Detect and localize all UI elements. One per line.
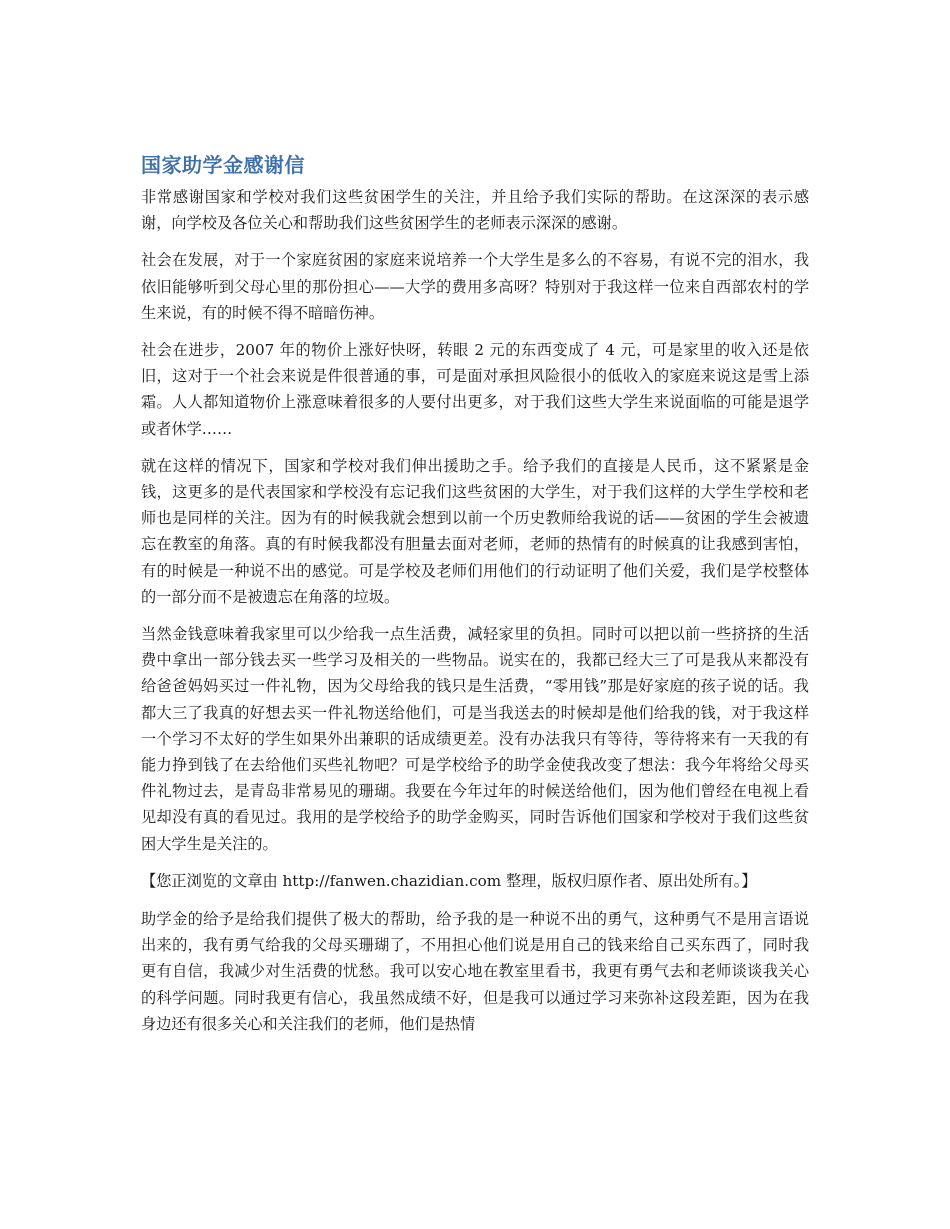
paragraph-4: 就在这样的情况下，国家和学校对我们伸出援助之手。给予我们的直接是人民币，这不紧紧是金钱，这更多的是代表国家和学校没有忘记我们这些贫困的大学生，对于我们这样的大学生学校和老师也是同样的关注。因为有的时候我就会想到以前一个历史教师给我说的话——贫困的学生会被遗忘在教室的角落。真的有时候我都没有胆量去面对老师，老师的热情有的时候真的让我感到害怕，有的时候是一种说不出的感觉。可是学校及老师们用他们的行动证明了他们关爱，我们是学校整体的一部分而不是被遗忘在角落的垃圾。 bbox=[141, 456, 809, 606]
paragraph-3: 社会在进步，2007 年的物价上涨好快呀，转眼 2 元的东西变成了 4 元，可是家里的收入还是依旧，这对于一个社会来说是件很普通的事，可是面对承担风险很小的低收入的家庭来说这是雪上添霜。人人都知道物价上涨意味着很多的人要付出更多，对于我们这些大学生来说面临的可能是退学或者休学…… bbox=[141, 341, 809, 438]
paragraph-2: 社会在发展，对于一个家庭贫困的家庭来说培养一个大学生是多么的不容易，有说不完的泪水，我依旧能够听到父母心里的那份担心——大学的费用多高呀？特别对于我这样一位来自西部农村的学生来说，有的时候不得不暗暗伤神。 bbox=[141, 251, 809, 322]
source-notice: 【您正浏览的文章由 http://fanwen.chazidian.com 整理，版权归原作者、原出处所有。】 bbox=[141, 871, 757, 890]
paragraph-1: 非常感谢国家和学校对我们这些贫困学生的关注，并且给予我们实际的帮助。在这深深的表示感谢，向学校及各位关心和帮助我们这些贫困学生的老师表示深深的感谢。 bbox=[141, 188, 809, 233]
document-body bbox=[141, 150, 809, 1048]
paragraph-6: 助学金的给予是给我们提供了极大的帮助，给予我的是一种说不出的勇气，这种勇气不是用言语说出来的，我有勇气给我的父母买珊瑚了，不用担心他们说是用自己的钱来给自己买东西了，同时我更有自信，我减少对生活费的忧愁。我可以安心地在教室里看书，我更有勇气去和老师谈谈我关心的科学问题。同时我更有信心，我虽然成绩不好，但是我可以通过学习来弥补这段差距，因为在我身边还有很多关心和关注我们的老师，他们是热情 bbox=[141, 910, 809, 1033]
paragraph-5: 当然金钱意味着我家里可以少给我一点生活费，减轻家里的负担。同时可以把以前一些挤挤的生活费中拿出一部分钱去买一些学习及相关的一些物品。说实在的，我都已经大三了可是我从来都没有给爸爸妈妈买过一件礼物，因为父母给我的钱只是生活费，“零用钱”那是好家庭的孩子说的话。我都大三了我真的好想去买一件礼物送给他们，可是当我送去的时候却是他们给我的钱，对于我这样一个学习不太好的学生如果外出兼职的话成绩更差。没有办法我只有等待，等待将来有一天我的有能力挣到钱了在去给他们买些礼物吧？可是学校给予的助学金使我改变了想法：我今年将给父母买件礼物过去，是青岛非常易见的珊瑚。我要在今年过年的时候送给他们，因为他们曾经在电视上看见却没有真的看见过。我用的是学校给予的助学金购买，同时告诉他们国家和学校对于我们这些贫困大学生是关注的。 bbox=[141, 625, 809, 853]
page-title: 国家助学金感谢信 bbox=[141, 153, 305, 177]
